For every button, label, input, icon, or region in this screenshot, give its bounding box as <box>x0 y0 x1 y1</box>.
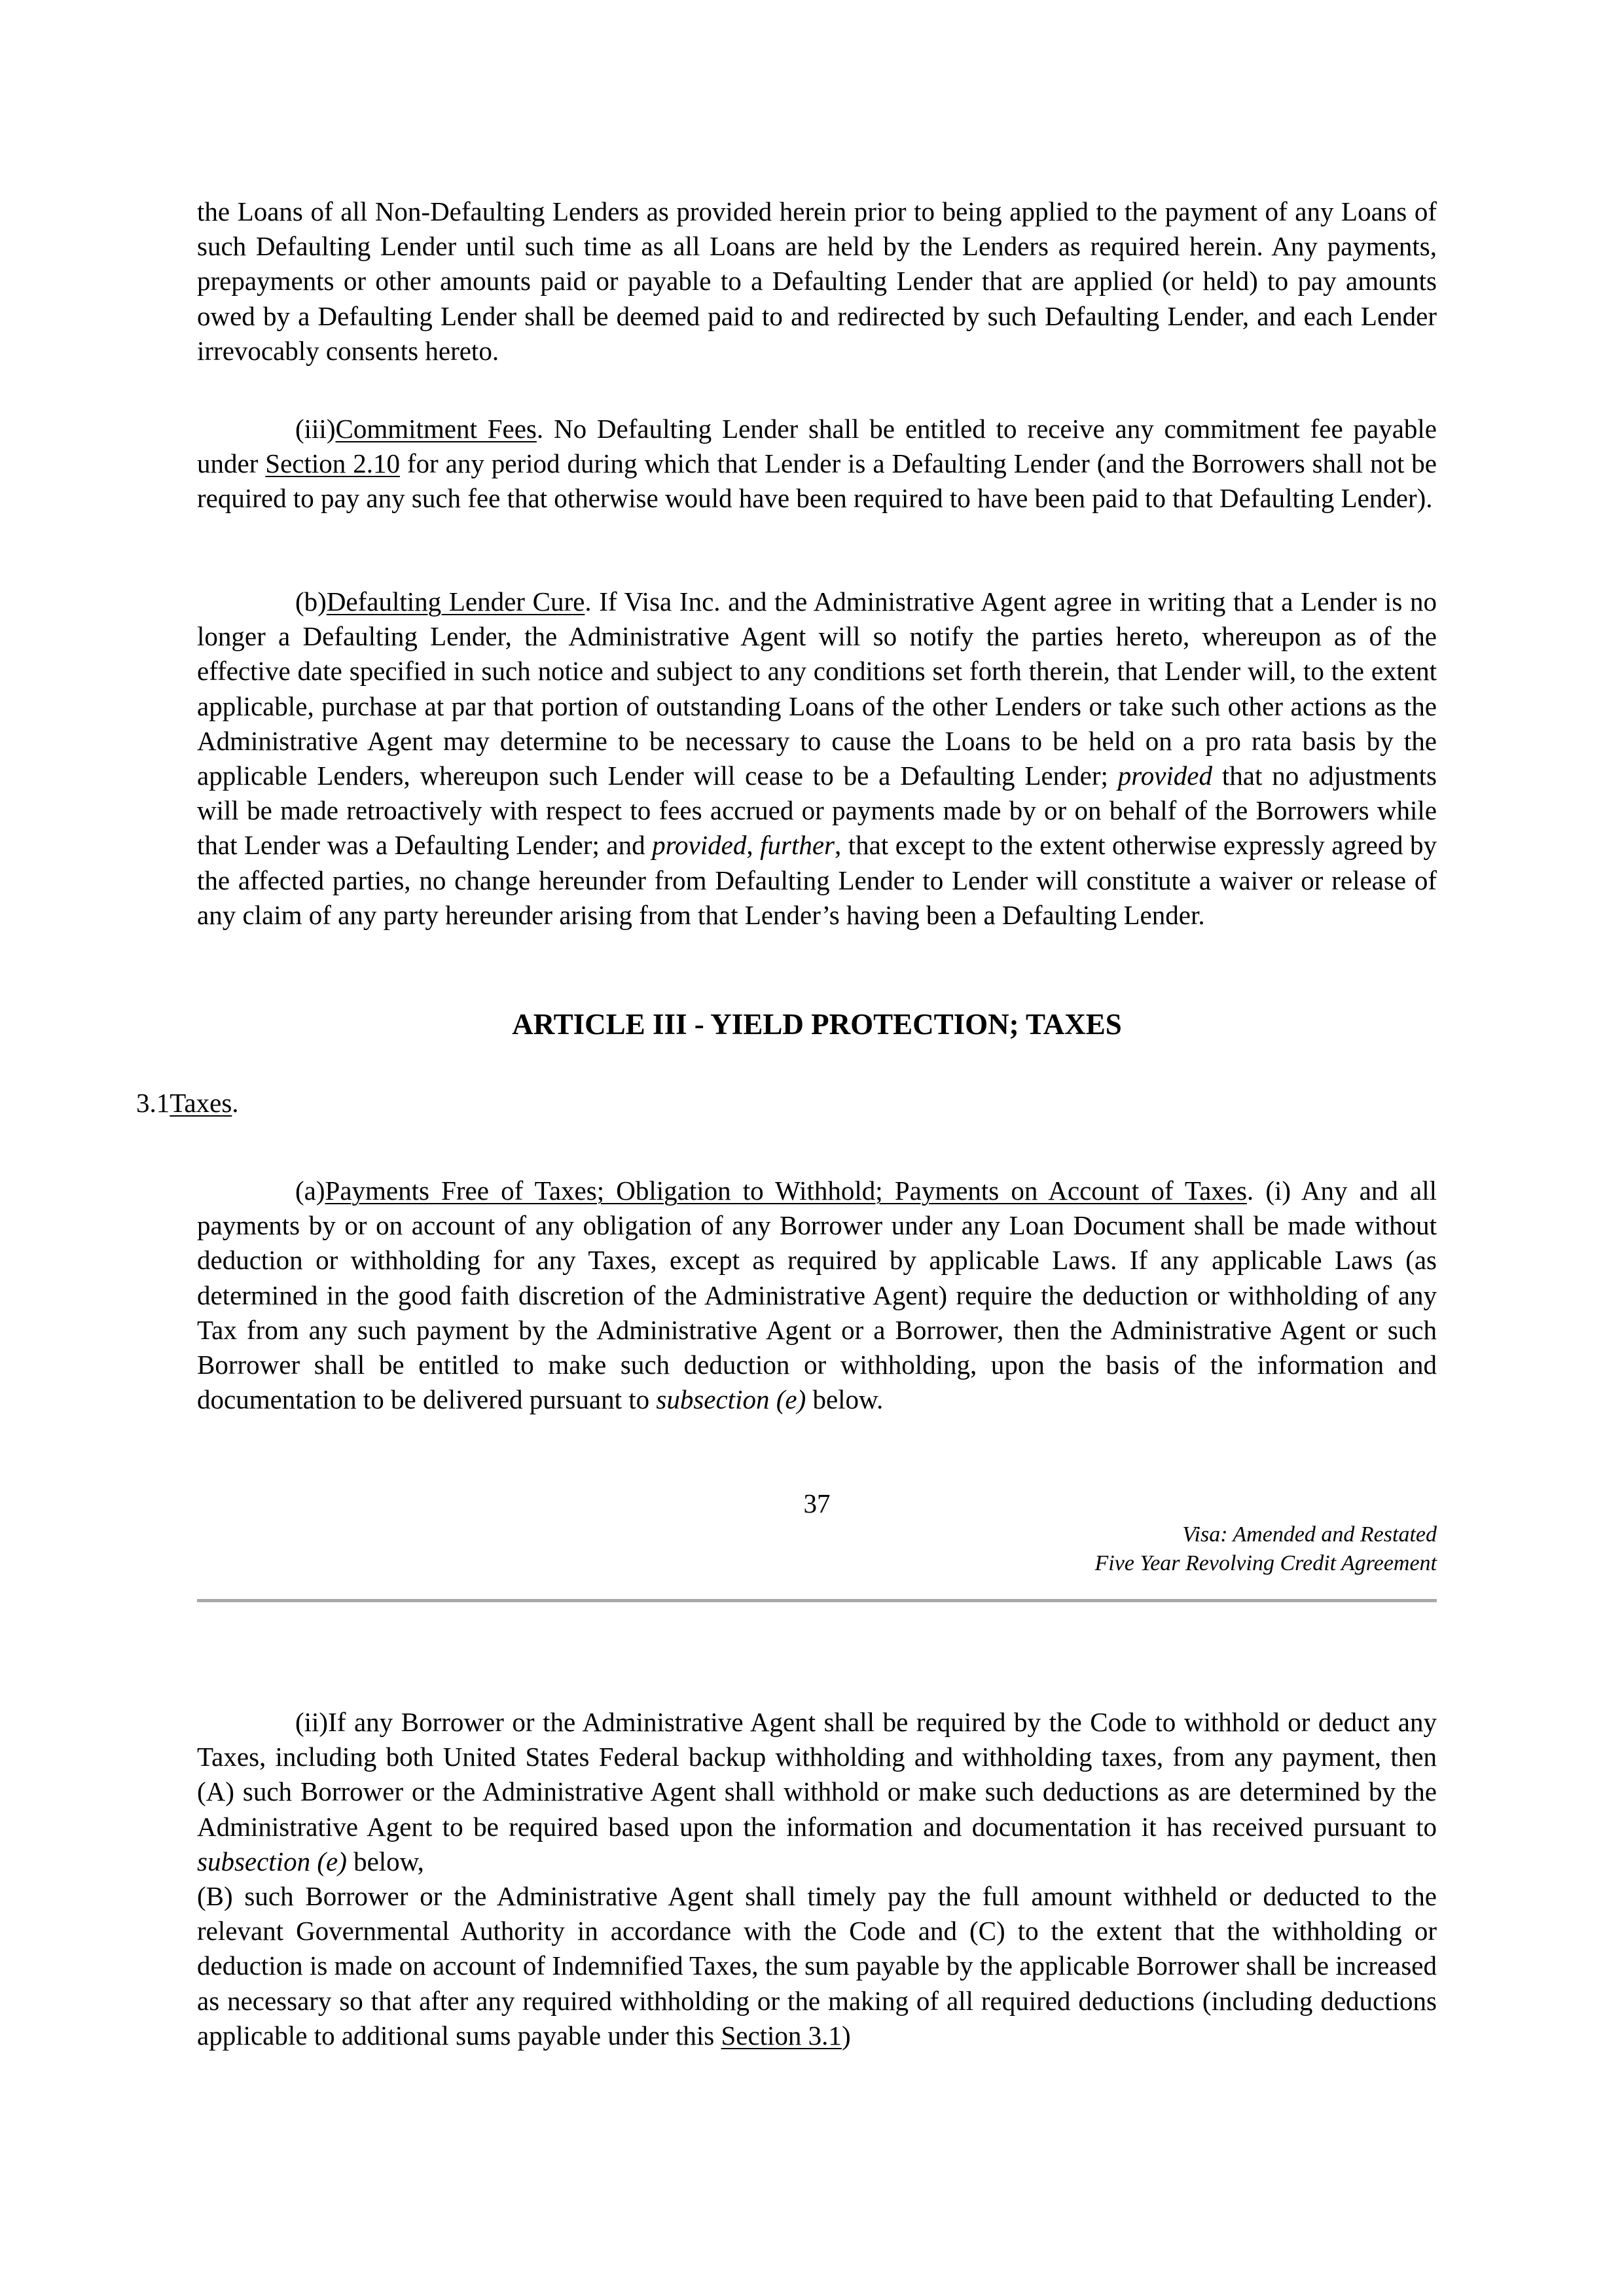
clause-text: below, <box>346 1846 424 1876</box>
clause-text: for any period during which that Lender is a Defaulting Lender (and the Borrowers shall not be required to pay any such fee that otherwise would have been required to have been paid to that Defaulting Lender). <box>197 448 1437 514</box>
footer-line: Five Year Revolving Credit Agreement <box>1094 1551 1437 1575</box>
paragraph-continuation <box>197 194 1437 368</box>
clause-number: (a) <box>295 1175 325 1206</box>
clause-text: , that except to the extent otherwise expressly agreed by the affected parties, no change hereunder from Defaulting Lender to Lender will constitute a waiver or release of any claim of any party hereunder arising from that Lender’s having been a Defaulting Lender. <box>197 830 1437 930</box>
clause-text: that no adjustments will be made retroactively with respect to fees accrued or payments made by or on behalf of the Borrowers while that Lender was a Defaulting Lender; and <box>197 761 1437 861</box>
italic-term: further <box>760 830 835 861</box>
page-break-divider <box>197 1599 1437 1602</box>
section-reference: Section 2.10 <box>265 448 400 479</box>
clause-title: Commitment Fees <box>335 414 537 444</box>
section-punctuation: . <box>232 1088 239 1118</box>
page-number: 37 <box>803 1488 831 1518</box>
article-heading: ARTICLE III - YIELD PROTECTION; TAXES <box>512 1008 1122 1041</box>
clause-text: , <box>746 830 761 861</box>
paragraph-continued <box>197 1879 1437 2053</box>
clause-text: below. <box>806 1384 884 1415</box>
section-reference: Section 3.1 <box>721 2020 842 2051</box>
clause-text: . If Visa Inc. and the Administrative Agent agree in writing that a Lender is no longer a Defaulting Lender, the Administrative Agent will so notify the parties hereto, whereupon as of the effective date specified in such notice and subject to any conditions set forth therein, that Lender will, to the extent applicable, purchase at par that portion of outstanding Loans of the other Lenders or take such other actions as the Administrative Agent may determine to be necessary to cause the Loans to be held on a pro rata basis by the applicable Lenders, whereupon such Lender will cease to be a Defaulting Lender; <box>197 586 1437 791</box>
clause-text: If any Borrower or the Administrative Agent shall be required by the Code to withhold or deduct any Taxes, including both United States Federal backup withholding and withholding taxes, from any payment, then (A) such Borrower or the Administrative Agent shall withhold or make such deductions as are determined by the Administrative Agent to be required based upon the information and documentation it has received pursuant to <box>197 1707 1437 1842</box>
paragraph-commitment-fees <box>197 412 1437 516</box>
italic-term: subsection (e) <box>197 1846 347 1876</box>
section-title: Taxes <box>170 1088 232 1118</box>
section-number: 3.1 <box>136 1088 170 1118</box>
italic-term: provided <box>652 830 747 861</box>
clause-text: ) <box>841 2020 851 2051</box>
clause-title: Defaulting Lender Cure <box>326 586 585 617</box>
footer-title <box>1095 1520 1437 1578</box>
footer-line: Visa: Amended and Restated <box>1182 1522 1437 1547</box>
clause-text: . No Defaulting Lender shall be entitled to receive any commitment fee payable under <box>197 414 1437 479</box>
paragraph-text: the Loans of all Non-Defaulting Lenders as provided herein prior to being applied to the payment of any Loans of such Defaulting Lender until such time as all Loans are held by the Lenders as required herein. Any payments, prepayments or other amounts paid or payable to a Defaulting Lender that are applied (or held) to pay amounts owed by a Defaulting Lender shall be deemed paid to and redirected by such Defaulting Lender, and each Lender irrevocably consents hereto. <box>197 196 1437 366</box>
clause-text: (B) such Borrower or the Administrative Agent shall timely pay the full amount withheld or deducted to the relevant Governmental Authority in accordance with the Code and (C) to the extent that the withholding or deduction is made on account of Indemnified Taxes, the sum payable by the applicable Borrower shall be increased as necessary so that after any required withholding or the making of all required deductions (including deductions applicable to additional sums payable under this <box>197 1881 1437 2051</box>
section-heading <box>136 1086 239 1121</box>
clause-text: . (i) Any and all payments by or on account of any obligation of any Borrower under any Loan Document shall be made without deduction or withholding for any Taxes, except as required by applicable Laws. If any applicable Laws (as determined in the good faith discretion of the Administrative Agent) require the deduction or withholding of any Tax from any such payment by the Administrative Agent or a Borrower, then the Administrative Agent or such Borrower shall be entitled to make such deduction or withholding, upon the basis of the information and documentation to be delivered pursuant to <box>197 1175 1437 1415</box>
paragraph-code-withholding <box>197 1705 1437 2053</box>
clause-number: (b) <box>295 586 327 617</box>
clause-number: (iii) <box>295 414 336 444</box>
italic-term: subsection (e) <box>656 1384 806 1415</box>
italic-term: provided <box>1117 761 1213 791</box>
clause-number: (ii) <box>295 1707 329 1737</box>
paragraph-payments-free-of-taxes <box>197 1174 1437 1417</box>
paragraph-defaulting-lender-cure <box>197 584 1437 933</box>
clause-title: Payments Free of Taxes; Obligation to Withhold; Payments on Account of Taxes <box>325 1175 1247 1206</box>
